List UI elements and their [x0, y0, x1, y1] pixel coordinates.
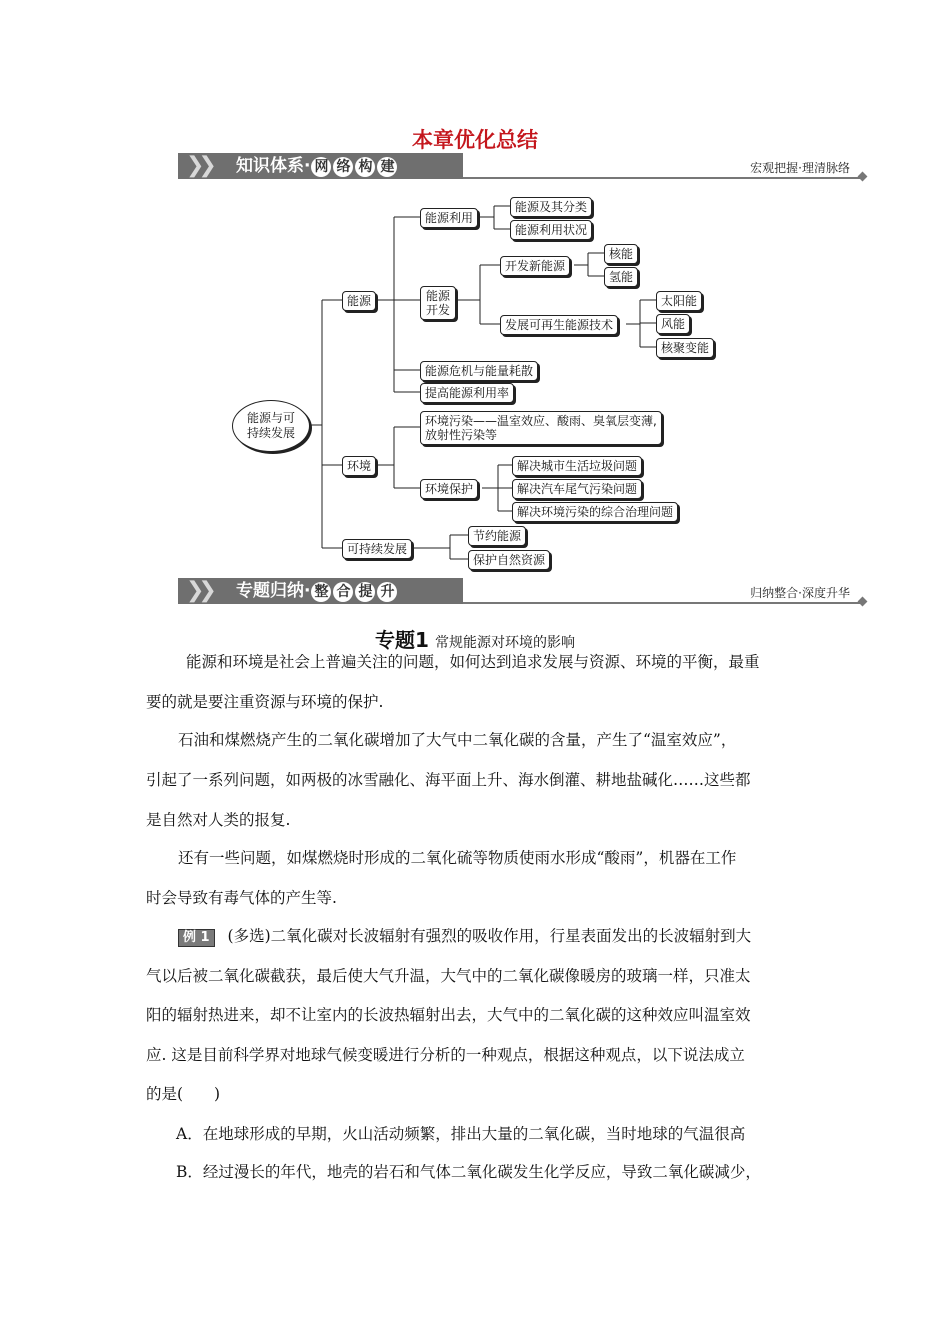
paragraph-1a: 能源和环境是社会上普遍关注的问题，如何达到追求发展与资源、环境的平衡，最重: [186, 653, 760, 671]
node-garbage: 解决城市生活垃圾问题: [512, 456, 642, 476]
example-line-4: 应. 这是目前科学界对地球气候变暖进行分析的一种观点，根据这种观点，以下说法成立: [146, 1046, 745, 1064]
chevron-icon: ❯❯: [186, 578, 211, 603]
paragraph-2a: 石油和煤燃烧产生的二氧化碳增加了大气中二氧化碳的含量，产生了“温室效应”，: [178, 731, 737, 749]
option-b: B．经过漫长的年代，地壳的岩石和气体二氧化碳发生化学反应，导致二氧化碳减少，: [176, 1163, 761, 1181]
section-banner-knowledge: ❯❯ 知识体系· 网 络 构 建 宏观把握·理清脉络: [178, 153, 868, 179]
node-exhaust: 解决汽车尾气污染问题: [512, 479, 642, 499]
option-a: A．在地球形成的早期，火山活动频繁，排出大量的二氧化碳，当时地球的气温很高: [176, 1125, 746, 1143]
node-solar: 太阳能: [656, 291, 702, 311]
node-improve-efficiency: 提高能源利用率: [420, 383, 514, 403]
section-banner-summary: ❯❯ 专题归纳· 整 合 提 升 归纳整合·深度升华: [178, 578, 868, 604]
mindmap-root: 能源与可持续发展: [232, 400, 310, 452]
node-protect-resources: 保护自然资源: [468, 550, 550, 570]
node-wind: 风能: [656, 314, 690, 334]
node-energy-develop: 能源开发: [420, 286, 456, 320]
banner-subtitle: 归纳整合·深度升华: [750, 586, 850, 600]
node-pollution: 环境污染——温室效应、酸雨、臭氧层变薄, 放射性污染等: [420, 411, 662, 445]
mindmap-connectors: [0, 0, 950, 600]
node-save-energy: 节约能源: [468, 526, 526, 546]
example-badge: 例 1: [178, 929, 215, 947]
paragraph-2b: 引起了一系列问题，如两极的冰雪融化、海平面上升、海水倒灌、耕地盐碱化……这些都: [146, 771, 751, 789]
node-energy-status: 能源利用状况: [510, 220, 592, 240]
topic-heading: 专题1 常规能源对环境的影响: [375, 628, 575, 652]
node-energy: 能源: [342, 291, 376, 311]
node-environment: 环境: [342, 456, 376, 476]
node-sustainable: 可持续发展: [342, 539, 412, 559]
chevron-icon: ❯❯: [186, 153, 211, 178]
node-new-energy: 开发新能源: [500, 256, 570, 276]
node-hydrogen: 氢能: [604, 267, 638, 287]
node-nuclear: 核能: [604, 244, 638, 264]
node-comprehensive: 解决环境污染的综合治理问题: [512, 502, 678, 522]
node-energy-classification: 能源及其分类: [510, 197, 592, 217]
banner-subtitle: 宏观把握·理清脉络: [750, 161, 850, 175]
node-energy-crisis: 能源危机与能量耗散: [420, 361, 538, 381]
paragraph-2c: 是自然对人类的报复.: [146, 811, 291, 829]
example-line-1: 例 1 (多选)二氧化碳对长波辐射有强烈的吸收作用，行星表面发出的长波辐射到大: [146, 926, 806, 947]
page-title: 本章优化总结: [412, 128, 538, 152]
diamond-icon: [858, 597, 868, 607]
node-fusion: 核聚变能: [656, 338, 714, 358]
node-energy-use: 能源利用: [420, 208, 478, 228]
node-env-protect: 环境保护: [420, 479, 478, 499]
paragraph-3b: 时会导致有毒气体的产生等.: [146, 889, 337, 907]
paragraph-1b: 要的就是要注重资源与环境的保护.: [146, 693, 384, 711]
node-renewable: 发展可再生能源技术: [500, 315, 618, 335]
example-line-3: 阳的辐射热进来，却不让室内的长波热辐射出去，大气中的二氧化碳的这种效应叫温室效: [146, 1006, 751, 1024]
paragraph-3a: 还有一些问题，如煤燃烧时形成的二氧化硫等物质使雨水形成“酸雨”，机器在工作: [178, 849, 737, 867]
example-line-5: 的是( ): [146, 1085, 221, 1103]
example-line-2: 气以后被二氧化碳截获，最后使大气升温，大气中的二氧化碳像暖房的玻璃一样，只准太: [146, 967, 751, 985]
